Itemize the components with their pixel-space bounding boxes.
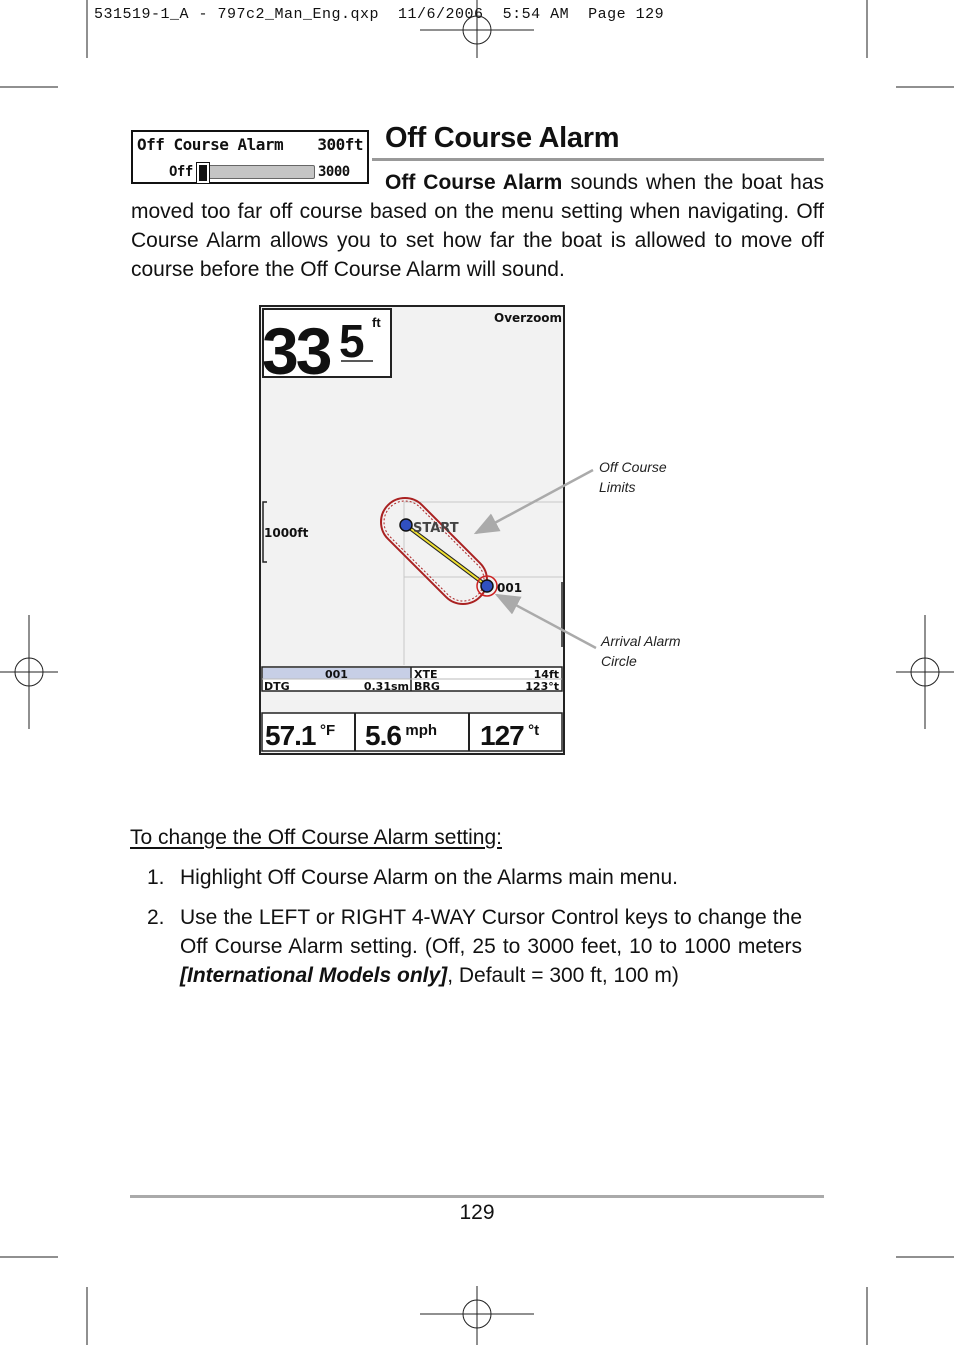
intro-first-line	[385, 168, 824, 197]
depth-big-digits: 33	[262, 314, 330, 388]
slider-track	[197, 165, 315, 179]
depth-unit: ft	[372, 315, 381, 330]
print-slug: 531519-1_A - 797c2_Man_Eng.qxp 11/6/2006 5:54 AM Page 129	[94, 6, 665, 23]
waypoint-label: 001	[497, 581, 523, 595]
menu-item-label: Off Course Alarm	[137, 135, 284, 154]
page-number: 129	[459, 1201, 495, 1224]
footer-rule	[130, 1195, 824, 1198]
intro-bold-term: Off Course Alarm	[385, 171, 563, 194]
step-2-text-main: Use the LEFT or RIGHT 4-WAY Cursor Control keys to change the Off Course Alarm setting. (Off, 25 to 3000 feet, 10 to 1000 meters	[180, 906, 802, 958]
start-label: START	[413, 521, 459, 536]
slider-thumb	[197, 163, 209, 183]
title-rule	[372, 158, 824, 161]
navigation-screen	[259, 305, 565, 755]
slider-min-label: Off	[169, 164, 193, 180]
arrival-callout-line2: Circle	[601, 653, 637, 669]
speed-unit: mph	[405, 722, 438, 739]
menu-item-value: 300ft	[317, 135, 363, 154]
xte-value: 14ft	[533, 668, 559, 681]
heading-value: 127	[480, 720, 524, 751]
water-temp-unit: °F	[319, 722, 336, 739]
dtg-label: DTG	[264, 680, 290, 693]
procedure-title: To change the Off Course Alarm setting:	[130, 826, 502, 849]
step-1-text: Highlight Off Course Alarm on the Alarms main menu.	[180, 866, 679, 889]
speed-value: 5.6	[365, 720, 401, 751]
off-course-callout-line2: Limits	[599, 479, 636, 495]
step-2-default: , Default = 300 ft, 100 m)	[447, 964, 679, 987]
off-course-alarm-menu-widget	[131, 130, 369, 184]
step-1-number: 1.	[147, 866, 165, 889]
intro-first-text: sounds when the boat has	[570, 171, 824, 194]
depth-small-digit: 5	[339, 315, 365, 367]
range-label: 1000ft	[264, 526, 309, 540]
dtg-value: 0.31sm	[363, 680, 409, 693]
section-title: Off Course Alarm	[385, 122, 620, 154]
brg-label: BRG	[414, 680, 440, 693]
route-name: 001	[325, 668, 348, 681]
brg-value: 123°t	[525, 680, 559, 693]
step-2-international-note: [International Models only]	[180, 964, 448, 987]
arrival-alarm-circle-callout	[601, 631, 681, 671]
step-2-text	[180, 903, 802, 990]
water-temp-value: 57.1	[265, 720, 316, 751]
navigation-screen-drawing	[261, 307, 563, 753]
xte-label: XTE	[414, 668, 438, 681]
off-course-callout-line1: Off Course	[599, 459, 667, 475]
intro-paragraph: moved too far off course based on the menu setting when navigating. Off Course Alarm allows you to set how far the boat is allowed to move off course before the Off Course Alarm will sound.	[131, 200, 824, 281]
step-2-number: 2.	[147, 906, 165, 929]
arrival-callout-line1: Arrival Alarm	[601, 633, 681, 649]
slider-max-label: 3000	[318, 164, 350, 180]
off-course-limits-callout	[599, 457, 667, 497]
heading-unit: °t	[528, 722, 540, 739]
zoom-label: Overzoom	[494, 311, 563, 325]
